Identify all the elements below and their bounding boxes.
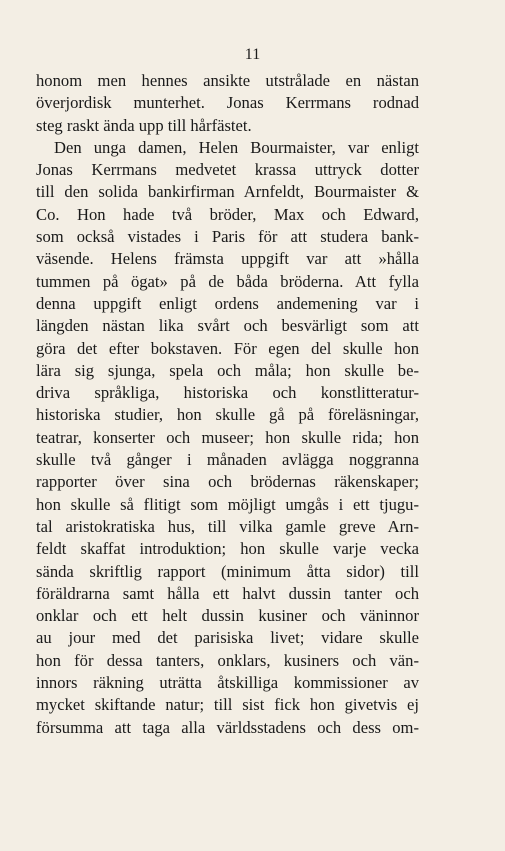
text-line: lära sig sjunga, spela och måla; hon skulle be- <box>36 360 419 380</box>
text-line: driva språkliga, historiska och konstlitteratur- <box>36 383 419 403</box>
text-line: tal aristokratiska hus, till vilka gamle greve Arn- <box>36 516 419 536</box>
text-line: längden nästan lika svårt och besvärligt som att <box>36 316 419 336</box>
text-line: Co. Hon hade två bröder, Max och Edward, <box>36 204 419 224</box>
text-line: överjordisk munterhet. Jonas Kerrmans rodnad <box>36 93 419 113</box>
text-line: som också vistades i Paris för att studera bank- <box>36 227 419 247</box>
text-line: denna uppgift enligt ordens andemening var i <box>36 293 419 313</box>
text-line: innors räkning uträtta åtskilliga kommissioner av <box>36 673 419 693</box>
text-line: teatrar, konserter och museer; hon skulle rida; hon <box>36 427 419 447</box>
text-line: steg raskt ända upp till hårfästet. <box>36 115 252 135</box>
text-line: onklar och ett helt dussin kusiner och väninnor <box>36 606 419 626</box>
text-line: sända skriftlig rapport (minimum åtta sidor) till <box>36 561 419 581</box>
text-line: rapporter över sina och brödernas räkenskaper; <box>36 472 419 492</box>
text-line: tummen på ögat» på de båda bröderna. Att fylla <box>36 271 419 291</box>
text-line: au jour med det parisiska livet; vidare skulle <box>36 628 419 648</box>
text-line: göra det efter bokstaven. För egen del skulle hon <box>36 338 419 358</box>
text-line: skulle två gånger i månaden avlägga noggranna <box>36 450 419 470</box>
text-line: feldt skaffat introduktion; hon skulle varje vecka <box>36 539 419 559</box>
text-line: hon för dessa tanters, onklars, kusiners och vän- <box>36 650 419 670</box>
text-line: honom men hennes ansikte utstrålade en nästan <box>36 71 419 90</box>
text-line: väsende. Helens främsta uppgift var att »hålla <box>36 249 419 269</box>
page-number: 11 <box>244 46 261 63</box>
body-text <box>36 70 419 739</box>
text-line: Jonas Kerrmans medvetet krassa uttryck dotter <box>36 160 419 180</box>
text-line: historiska studier, hon skulle gå på föreläsningar, <box>36 405 419 425</box>
text-line: försumma att taga alla världsstadens och dess om- <box>36 717 419 737</box>
text-line: Den unga damen, Helen Bourmaister, var enligt <box>54 137 419 157</box>
text-line: hon skulle så flitigt som möjligt umgås i ett tjugu- <box>36 494 419 514</box>
text-line: föräldrarna samt hålla ett halvt dussin tanter och <box>36 583 419 603</box>
text-line: mycket skiftande natur; till sist fick hon givetvis ej <box>36 695 419 715</box>
text-line: till den solida bankirfirman Arnfeldt, Bourmaister & <box>36 182 419 202</box>
